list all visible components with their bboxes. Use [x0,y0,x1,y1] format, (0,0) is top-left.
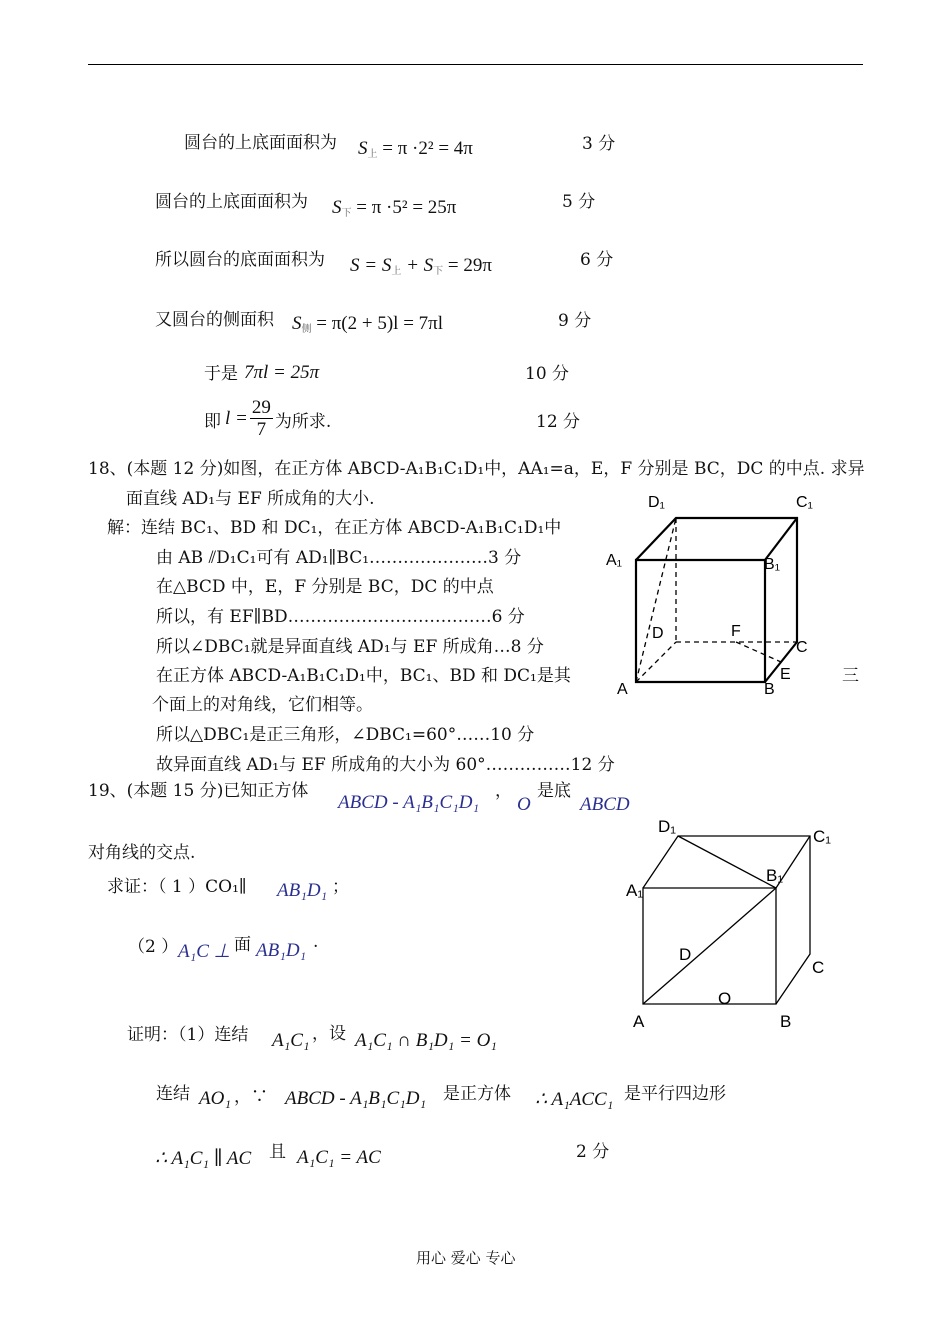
fig1-label-a1: A₁ [606,552,623,569]
p19-equal: A₁C₁ = AC [297,1147,381,1168]
page-footer: 用心 爱心 专心 [416,1249,516,1267]
p18-step4: 所以，有 EF∥BD………………………………6 分 [156,607,525,627]
p19-plane2: AB₁D₁ [256,940,307,961]
p18-step2: 由 AB ⫽D₁C₁可有 AD₁∥BC₁…………………3 分 [156,548,522,568]
p19-semicolon: ； [332,877,349,897]
row17-6-pre: 即 [204,411,221,432]
p19-comma2: ，设 [312,1024,346,1044]
row17-6 [204,393,331,445]
p19-face: 面 [234,935,251,955]
row17-2-label: 圆台的上底面面积为 [155,192,308,212]
fig1-label-e: E [780,666,791,683]
cube-figure-18 [600,490,840,705]
row17-3-label: 所以圆台的底面面积为 [155,250,325,270]
p18-step3: 在△BCD 中，E，F 分别是 BC，DC 的中点 [156,577,494,597]
header-rule [88,64,863,65]
p19-intersect: A₁C₁ ∩ B₁D₁ = O₁ [355,1030,497,1051]
cube-figure-19 [620,812,850,1034]
cube-back-edges [636,518,797,682]
fig1-label-c: C [796,639,808,656]
row17-3-score: 6 分 [580,250,614,270]
p19-because: ，∵ [234,1087,268,1107]
p18-step6: 在正方体 ABCD-A₁B₁C₁D₁中，BC₁、BD 和 DC₁是其 [156,666,571,686]
segment-ef [736,642,781,662]
fig2-label-d: D [679,945,692,964]
p19-line2: 对角线的交点. [88,843,196,863]
row17-4-score: 9 分 [558,311,592,331]
row17-2-formula: S下 = π ·5² = 25π [332,197,457,219]
segment-ab1 [643,888,776,1004]
row17-5-label: 于是 [204,364,238,384]
p19-a1c: A₁C ⊥ [178,941,231,962]
row17-1-label: 圆台的上底面面积为 [184,133,337,153]
fig2-label-c1: C₁ [813,827,832,846]
row17-6-var: l = [225,408,248,429]
fig1-label-b1: B₁ [764,556,781,573]
p19-intro: 19、(本题 15 分)已知正方体 [88,781,309,801]
p18-step6-tail: 三 [842,666,859,686]
row17-5-score: 10 分 [525,364,570,384]
p18-step1: 解：连结 BC₁、BD 和 DC₁，在正方体 ABCD-A₁B₁C₁D₁中 [107,518,562,538]
p19-base-name: ABCD [580,794,630,815]
p19-and: 且 [269,1142,286,1162]
row17-6-score: 12 分 [536,412,581,432]
p19-point-o: O [517,794,531,815]
row17-3-formula: S = S上 + S下 = 29π [350,255,492,277]
segment-d1b1 [678,836,776,888]
p18-line1: 18、(本题 12 分)如图，在正方体 ABCD-A₁B₁C₁D₁中，AA₁=a，E，F 分别是 BC，DC 的中点. 求异 [88,459,865,479]
p19-comma: ， [495,781,512,801]
row17-6-fraction [250,398,273,441]
p18-line2: 面直线 AD₁与 EF 所成角的大小. [126,489,375,509]
row17-5-formula: 7πl = 25π [244,362,320,383]
p19-cube-name: ABCD - A₁B₁C₁D₁ [338,792,480,813]
p19-is-base: 是底 [537,781,571,801]
p19-plane1: AB₁D₁ [277,880,328,901]
p19-cube2: ABCD - A₁B₁C₁D₁ [285,1088,427,1109]
fig2-label-c: C [812,958,825,977]
row17-1-score: 3 分 [582,134,616,154]
fig1-label-c1: C₁ [796,494,813,511]
row17-6-post: 为所求. [274,411,332,432]
frac-denominator: 7 [256,418,267,440]
row17-4-formula: S侧 = π(2 + 5)l = 7πl [292,313,444,335]
frac-numerator: 29 [251,396,271,418]
fig2-label-o: O [718,989,732,1008]
p19-connect: 连结 [156,1084,190,1104]
cube-edge-b1c1 [765,518,797,560]
fig2-label-a1: A₁ [626,881,644,900]
p18-step9: 故异面直线 AD₁与 EF 所成角的大小为 60°……………12 分 [156,755,615,775]
p18-step8: 所以△DBC₁是正三角形，∠DBC₁=60°……10 分 [156,725,535,745]
fig2-label-d1: D₁ [658,817,677,836]
p19-conclusion: ∴ A₁C₁ ∥ AC [155,1148,252,1169]
p19-ao1: AO₁ [199,1088,231,1109]
p19-is-parallelogram: 是平行四边形 [624,1084,726,1104]
row17-4-label: 又圆台的侧面积 [155,310,274,330]
diag-ad1 [636,518,676,682]
p18-step7: 个面上的对角线，它们相等。 [152,695,373,715]
p19-period: . [313,932,319,952]
p19-is-cube: 是正方体 [443,1084,511,1104]
cube-front-face [636,560,765,682]
fig1-label-f: F [731,623,741,640]
fig2-label-b1: B₁ [766,866,784,885]
fig1-label-a: A [617,681,628,698]
p19-therefore: ∴ A₁ACC₁ [535,1089,614,1110]
p19-a1c1: A₁C₁ [272,1030,310,1051]
p19-proof-label: 证明：（1）连结 [127,1025,249,1045]
p19-prove: 求证：（ 1 ）CO₁∥ [107,877,247,897]
fig2-label-b: B [780,1012,792,1031]
fig1-label-d1: D₁ [648,494,665,511]
fig2-label-a: A [633,1012,645,1031]
fig1-label-b: B [764,681,775,698]
row17-2-score: 5 分 [562,192,596,212]
row17-1-formula: S上 = π ·2² = 4π [358,138,473,160]
p19-part2: （2 ） [128,937,179,957]
cube-hidden-ad [636,642,676,682]
p18-step5: 所以∠DBC₁就是异面直线 AD₁与 EF 所成角…8 分 [156,637,544,657]
fig1-label-d: D [652,625,664,642]
p19-score: 2 分 [576,1142,610,1162]
